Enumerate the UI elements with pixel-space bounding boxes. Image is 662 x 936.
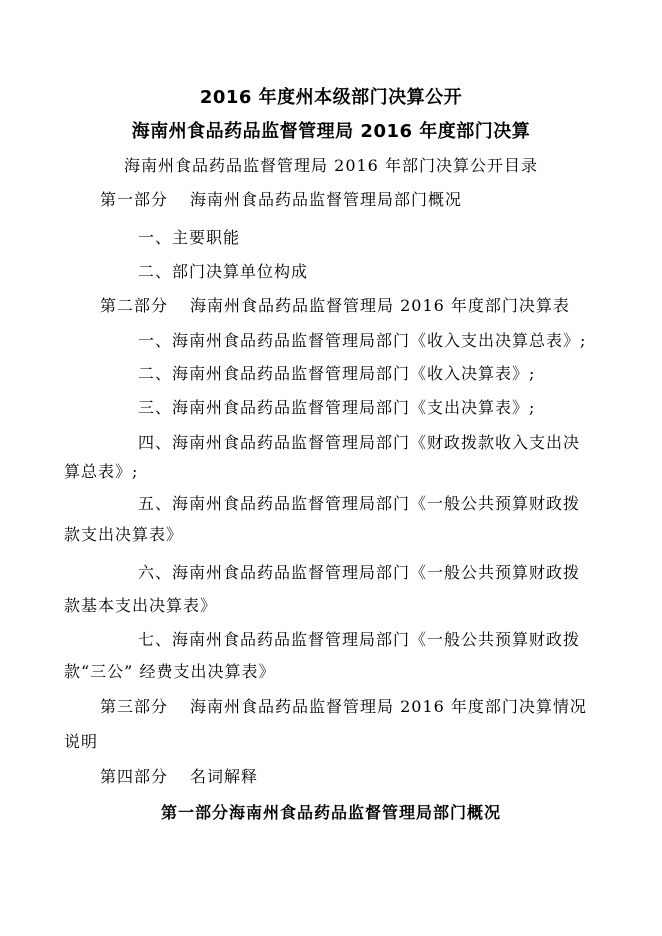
part4-heading bbox=[100, 767, 258, 787]
part2-title: 海南州食品药品监督管理局 2016 年度部门决算表 bbox=[190, 296, 570, 315]
part2-item-5-line2: 款支出决算表》 bbox=[64, 525, 184, 544]
part2-item-7-line2: 款“三公” 经费支出决算表》 bbox=[64, 662, 276, 681]
part2-item-4-line2: 算总表》; bbox=[64, 462, 139, 481]
part3-label: 第三部分 bbox=[100, 697, 169, 716]
part4-label: 第四部分 bbox=[100, 767, 169, 786]
part1-heading bbox=[100, 190, 462, 210]
part2-item-6-line2: 款基本支出决算表》 bbox=[64, 596, 218, 615]
part3-heading bbox=[100, 697, 587, 717]
toc-heading: 海南州食品药品监督管理局 2016 年部门决算公开目录 bbox=[124, 156, 538, 175]
part4-title: 名词解释 bbox=[190, 767, 259, 786]
part2-item-3: 三、海南州食品药品监督管理局部门《支出决算表》; bbox=[138, 398, 536, 417]
document-title: 2016 年度州本级部门决算公开 bbox=[199, 87, 463, 108]
part2-label: 第二部分 bbox=[100, 296, 169, 315]
part2-item-4-line1: 四、海南州食品药品监督管理局部门《财政拨款收入支出决 bbox=[138, 433, 581, 452]
part2-item-6-line1: 六、海南州食品药品监督管理局部门《一般公共预算财政拨 bbox=[138, 563, 581, 582]
part2-item-1: 一、海南州食品药品监督管理局部门《收入支出决算总表》; bbox=[138, 331, 587, 350]
document-subtitle: 海南州食品药品监督管理局 2016 年度部门决算 bbox=[131, 121, 531, 142]
part1-label: 第一部分 bbox=[100, 190, 169, 209]
part3-title-line2: 说明 bbox=[64, 732, 99, 751]
part1-title: 海南州食品药品监督管理局部门概况 bbox=[190, 190, 463, 209]
section-heading: 第一部分海南州食品药品监督管理局部门概况 bbox=[160, 803, 501, 822]
part2-item-7-line1: 七、海南州食品药品监督管理局部门《一般公共预算财政拨 bbox=[138, 630, 581, 649]
part1-item-units: 二、部门决算单位构成 bbox=[138, 262, 309, 281]
part2-heading bbox=[100, 296, 570, 316]
part2-item-2: 二、海南州食品药品监督管理局部门《收入决算表》; bbox=[138, 364, 536, 383]
part1-item-functions: 一、主要职能 bbox=[138, 228, 241, 247]
part2-item-5-line1: 五、海南州食品药品监督管理局部门《一般公共预算财政拨 bbox=[138, 494, 581, 513]
part3-title: 海南州食品药品监督管理局 2016 年度部门决算情况 bbox=[190, 697, 587, 716]
